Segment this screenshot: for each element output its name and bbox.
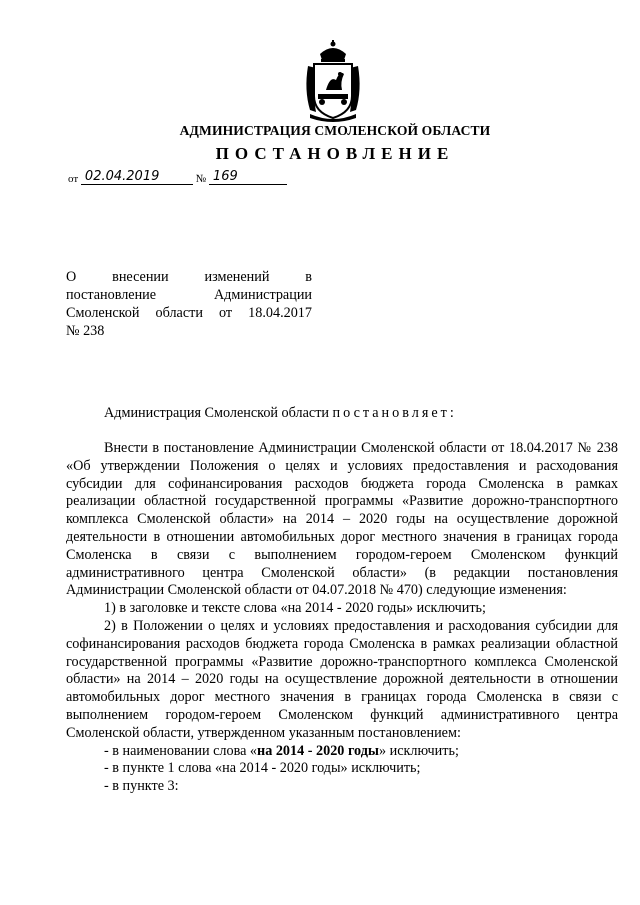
- intro-decree-word: постановляет:: [332, 405, 457, 421]
- coat-of-arms-emblem: [300, 40, 366, 122]
- subject-line: О внесении изменений в: [66, 269, 312, 285]
- document-subject: [66, 268, 312, 340]
- sub-item-1-before: - в наименовании слова «: [104, 742, 258, 759]
- list-item-1: 1) в заголовке и тексте слова «на 2014 - 2020 годы» исключить;: [104, 600, 486, 617]
- number-prefix: №: [195, 173, 207, 185]
- intro-text: Администрация Смоленской области: [104, 405, 333, 421]
- document-type-title: ПОСТАНОВЛЕНИЕ: [215, 144, 455, 163]
- sub-item-3: - в пункте 3:: [104, 778, 179, 795]
- date-number-line: [68, 170, 287, 185]
- sub-item-1-after: » исключить;: [378, 742, 459, 759]
- list-item-2: 2) в Положении о целях и условиях предоставления и расходования субсидии для софинансирования расходов бюджета города Смоленска в рамках реализации областной государственной программы «Развитие дорожно-транспортного комплекса Смоленской области» на 2014 – 2020 годы на осуществление дорожной деятельности в отношении автомобильных дорог местного значения в границах города Смоленска в связи с выполнением городом-героем Смоленском функций административного центра Смоленской области, утвержденном указанным постановлением:: [66, 617, 618, 741]
- sub-item-1: [66, 743, 618, 761]
- subject-line: Смоленской области от 18.04.2017: [66, 305, 312, 321]
- sub-item-1-bold: на 2014 - 2020 годы: [257, 742, 379, 759]
- main-paragraph: [66, 440, 618, 796]
- number-value: 169: [209, 170, 287, 185]
- date-value: 02.04.2019: [81, 170, 193, 185]
- organization-name: АДМИНИСТРАЦИЯ СМОЛЕНСКОЙ ОБЛАСТИ: [179, 123, 491, 138]
- main-paragraph-text: Внести в постановление Администрации Смоленской области от 18.04.2017 № 238 «Об утверждении Положения о целях и условиях предоставления и расходования субсидии для софинансирования расходов бюджета города Смоленска в рамках реализации областной государственной программы «Развитие дорожно-транспортного комплекса Смоленской области» на 2014 – 2020 годы на осуществление дорожной деятельности в отношении автомобильных дорог местного значения в границах города Смоленска в связи с выполнением городом-героем Смоленском функций административного центра Смоленской области» (в редакции постановления Администрации Смоленской области от 04.07.2018 № 470) следующие изменения:: [66, 440, 618, 599]
- subject-line: постановление Администрации: [66, 287, 312, 303]
- date-prefix: от: [68, 173, 79, 185]
- intro-paragraph: [66, 405, 618, 423]
- sub-item-2: - в пункте 1 слова «на 2014 - 2020 годы» исключить;: [104, 760, 421, 777]
- subject-line: № 238: [66, 323, 105, 339]
